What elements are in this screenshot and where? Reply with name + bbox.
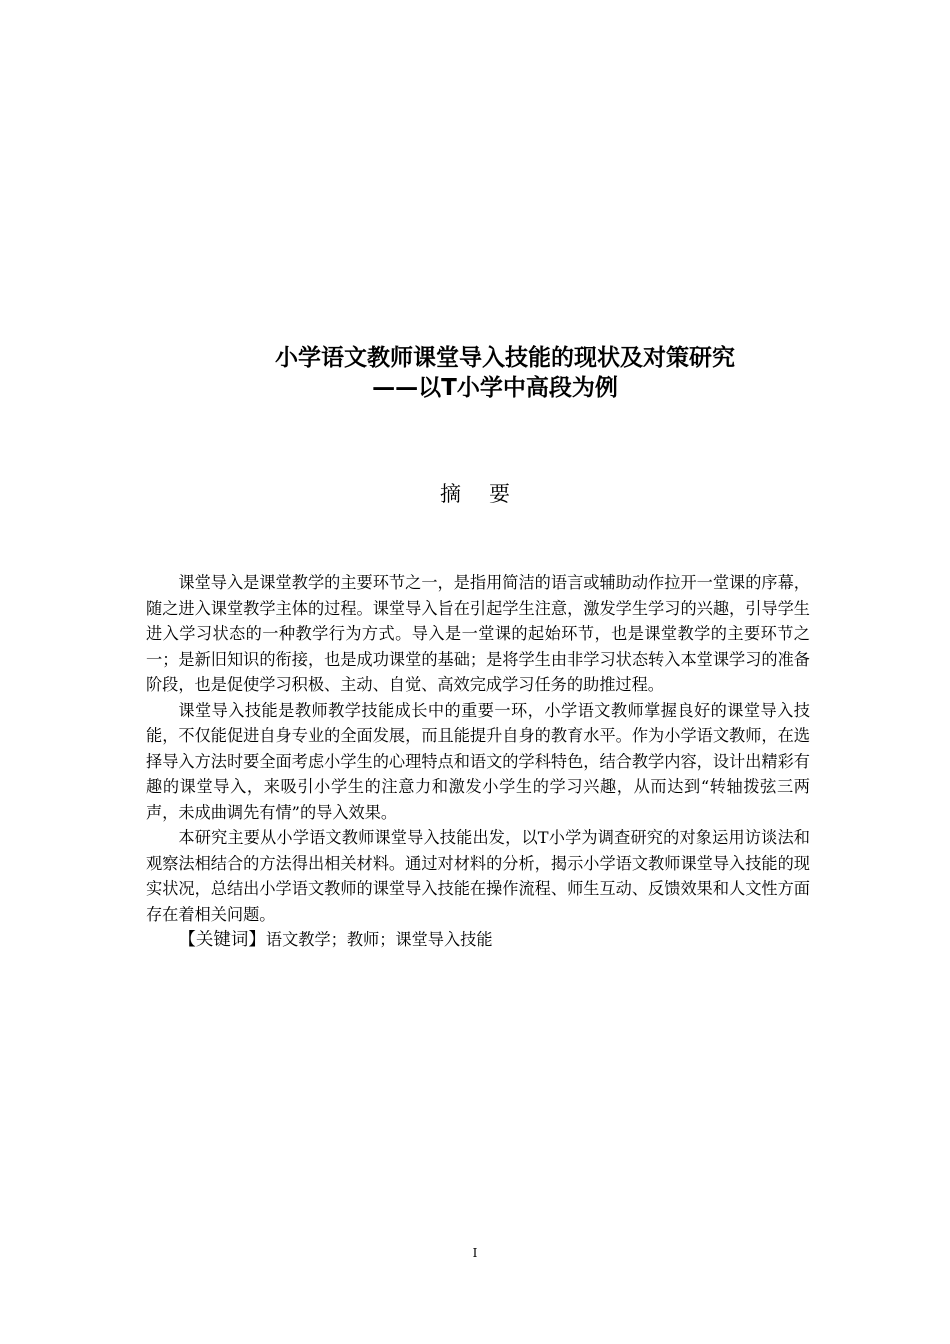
title-block — [0, 343, 950, 403]
abstract-body — [146, 570, 810, 954]
abstract-paragraph-2: 课堂导入技能是教师教学技能成长中的重要一环，小学语文教师掌握良好的课堂导入技能，不仅能促进自身专业的全面发展，而且能提升自身的教育水平。作为小学语文教师，在选择导入方法时要全面考虑小学生的心理特点和语文的学科特色，结合教学内容，设计出精彩有趣的课堂导入，来吸引小学生的注意力和激发小学生的学习兴趣，从而达到“转轴拨弦三两声，未成曲调先有情”的导入效果。 — [146, 700, 810, 822]
keywords-text: 语文教学；教师；课堂导入技能 — [265, 930, 493, 949]
abstract-paragraph-3: 本研究主要从小学语文教师课堂导入技能出发，以T小学为调查研究的对象运用访谈法和观察法相结合的方法得出相关材料。通过对材料的分析，揭示小学语文教师课堂导入技能的现实状况，总结出小学语文教师的课堂导入技能在操作流程、师生互动、反馈效果和人文性方面存在着相关问题。 — [146, 828, 810, 924]
thesis-subtitle: ——以T小学中高段为例 — [372, 375, 618, 401]
keywords-line — [146, 927, 810, 954]
abstract-heading: 摘要 — [440, 482, 538, 506]
abstract-paragraph-1: 课堂导入是课堂教学的主要环节之一，是指用简洁的语言或辅助动作拉开一堂课的序幕，随之进入课堂教学主体的过程。课堂导入旨在引起学生注意，激发学生学习的兴趣，引导学生进入学习状态的一种教学行为方式。导入是一堂课的起始环节，也是课堂教学的主要环节之一；是新旧知识的衔接，也是成功课堂的基础；是将学生由非学习状态转入本堂课学习的准备阶段，也是促使学习积极、主动、自觉、高效完成学习任务的助推过程。 — [146, 573, 810, 694]
keywords-label: 【关键词】 — [178, 930, 266, 950]
thesis-title: 小学语文教师课堂导入技能的现状及对策研究 — [275, 345, 735, 371]
page-number: I — [472, 1246, 478, 1260]
